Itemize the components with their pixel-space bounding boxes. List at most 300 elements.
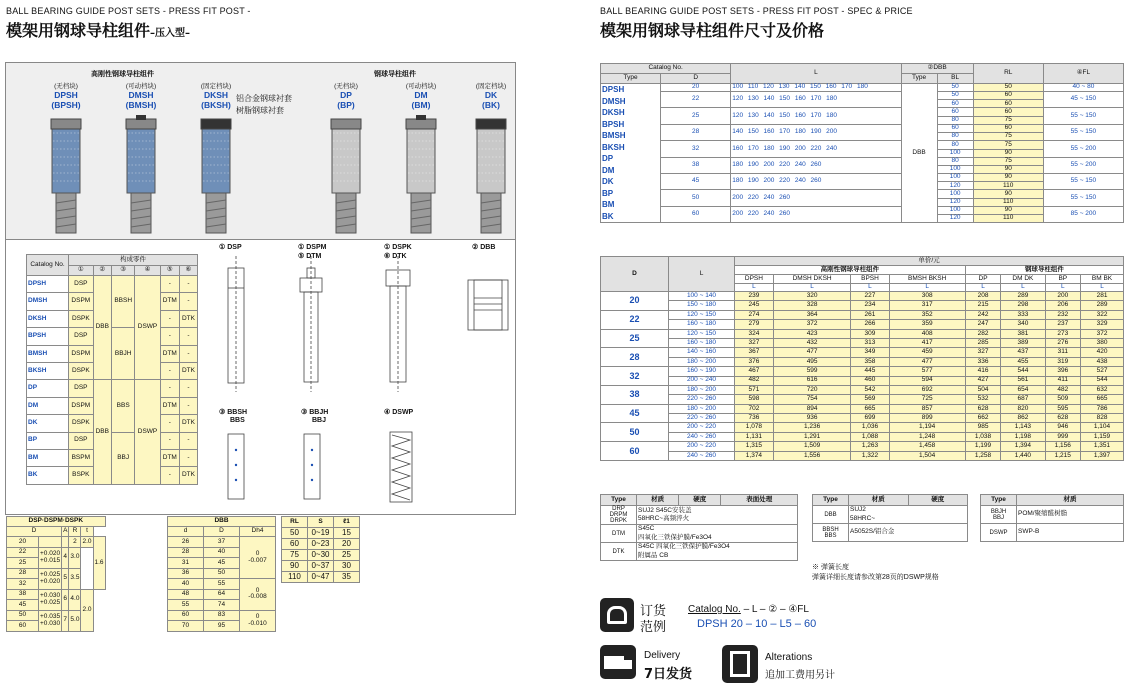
table-cell: 1,315 xyxy=(735,442,774,451)
label-bbs: BBS xyxy=(230,417,245,424)
product-code-alt: (BMSH) xyxy=(125,100,157,110)
table-cell: 2 xyxy=(69,537,81,548)
table-cell: 313 xyxy=(851,338,889,347)
table-cell: RL xyxy=(282,517,308,528)
table-cell: 234 xyxy=(851,301,889,310)
table-cell: DM DK xyxy=(1001,275,1045,284)
table-row xyxy=(601,310,1124,319)
table-cell: 25 xyxy=(334,550,360,561)
table-cell: 495 xyxy=(773,357,851,366)
table-cell: 22 xyxy=(7,547,39,558)
table-cell: 180 ~ 200 xyxy=(669,357,735,366)
table-cell: 736 xyxy=(735,414,774,423)
table-row xyxy=(601,423,1124,432)
table-cell: 70 xyxy=(168,621,204,632)
table-cell: 100 ~ 140 xyxy=(669,292,735,301)
table-cell: 4.0 xyxy=(69,589,81,610)
table-cell: 857 xyxy=(889,404,965,413)
table-cell: 60 xyxy=(937,108,973,116)
table-cell: DMSH xyxy=(27,293,69,310)
product-code-alt: (BP) xyxy=(337,100,355,110)
table-cell: DSPK xyxy=(69,310,94,327)
table-cell: BPSH xyxy=(27,328,69,345)
table-cell: DTM xyxy=(160,293,179,310)
table-cell: 687 xyxy=(1001,395,1045,404)
table-cell: 599 xyxy=(773,367,851,376)
table-cell: 396 xyxy=(1045,367,1081,376)
table-cell: 237 xyxy=(1045,320,1081,329)
product-code: DK xyxy=(484,90,498,100)
table-cell: 665 xyxy=(1081,395,1124,404)
table-row xyxy=(601,404,1124,413)
table-cell: SUJ2 58HRC~ xyxy=(849,506,968,524)
table-cell: 55 ~ 200 xyxy=(1043,141,1123,157)
table-row xyxy=(601,395,1124,404)
table-cell: 289 xyxy=(1001,292,1045,301)
table-cell: 1.6 xyxy=(93,537,105,590)
table-cell: ④FL xyxy=(1043,64,1123,84)
table-cell: 0~19 xyxy=(308,528,334,539)
table-cell: - xyxy=(160,362,179,379)
table-cell: 55 xyxy=(204,579,240,590)
table-cell xyxy=(39,537,62,548)
table-cell: D xyxy=(204,527,240,537)
spring-note-1: ※ 弹簧长度 xyxy=(812,564,849,571)
table-cell: SUJ2 S45C安装盖 58HRC~高频淬火 xyxy=(637,506,798,525)
table-cell: 460 xyxy=(851,376,889,385)
dsp-spec-table xyxy=(6,516,106,632)
table-cell: 100 xyxy=(937,149,973,157)
table-row xyxy=(168,610,276,621)
table-cell: 160 170 180 190 200 220 240 xyxy=(731,141,901,157)
alterations-icon xyxy=(722,645,758,683)
table-cell: 504 xyxy=(965,385,1001,394)
table-cell: 28 xyxy=(661,124,731,140)
table-cell: 320 xyxy=(773,292,851,301)
table-cell: BMSH BKSH xyxy=(889,275,965,284)
table-cell: 828 xyxy=(1081,414,1124,423)
table-cell: 硬度 xyxy=(908,495,968,506)
table-cell: 180 190 200 220 240 260 xyxy=(731,173,901,189)
table-cell: 32 xyxy=(661,141,731,157)
table-cell: 215 xyxy=(965,301,1001,310)
table-cell: 894 xyxy=(773,404,851,413)
table-row xyxy=(601,414,1124,423)
table-cell: 946 xyxy=(1045,423,1081,432)
table-cell: 594 xyxy=(889,376,965,385)
price-table xyxy=(600,256,1124,461)
table-cell: ⑤ xyxy=(160,266,179,276)
table-cell: DBB xyxy=(93,276,111,380)
table-cell: BBJH xyxy=(112,328,135,380)
table-cell: 25 xyxy=(7,558,39,569)
table-cell: 20 xyxy=(661,84,731,92)
table-cell: 60 xyxy=(601,442,669,461)
bush-note-2: 树脂钢球衬套 xyxy=(236,106,284,115)
table-cell: R xyxy=(69,527,81,537)
table-cell: - xyxy=(160,415,179,432)
table-row xyxy=(601,367,1124,376)
order-catalog: Catalog No. – L – ② – ④FL xyxy=(688,604,809,615)
table-cell: 372 xyxy=(773,320,851,329)
table-cell: DTM xyxy=(160,345,179,362)
table-cell: 180 ~ 200 xyxy=(669,385,735,394)
group1-label: 高刚性钢球导柱组件 xyxy=(91,71,154,78)
table-row xyxy=(27,432,198,449)
table-cell: ℓ1 xyxy=(334,517,360,528)
table-cell: 100 xyxy=(937,190,973,198)
table-cell: DTK xyxy=(179,415,197,432)
table-cell: DPSH xyxy=(27,276,69,293)
product-5 xyxy=(461,81,521,110)
table-cell: 45 ~ 150 xyxy=(1043,92,1123,108)
table-cell: 654 xyxy=(1001,385,1045,394)
table-cell: 308 xyxy=(889,292,965,301)
table-cell: DRP DRPM DRPK xyxy=(601,506,637,525)
table-cell: 358 xyxy=(851,357,889,366)
table-cell: 160 ~ 190 xyxy=(669,367,735,376)
table-cell: 1,078 xyxy=(735,423,774,432)
table-cell: Type xyxy=(601,495,637,506)
table-cell: 120 130 140 150 160 170 180 xyxy=(731,92,901,108)
table-cell: 90 xyxy=(973,190,1043,198)
table-cell: 110 xyxy=(973,182,1043,190)
table-row xyxy=(7,568,106,579)
table-cell: DBB xyxy=(93,380,111,484)
table-cell: 1,131 xyxy=(735,432,774,441)
table-cell: 1,194 xyxy=(889,423,965,432)
table-cell: 1,322 xyxy=(851,451,889,460)
product-code: DM xyxy=(414,90,428,100)
table-row xyxy=(168,517,276,527)
table-cell: 437 xyxy=(1001,348,1045,357)
table-cell: 22 xyxy=(661,92,731,108)
table-cell: BM xyxy=(27,449,69,466)
table-cell: 15 xyxy=(334,528,360,539)
right-title-cn: 模架用钢球导柱组件尺寸及价格 xyxy=(600,21,825,40)
table-cell: 459 xyxy=(889,348,965,357)
table-cell: 60 xyxy=(973,92,1043,100)
table-cell: 1,509 xyxy=(773,442,851,451)
table-cell: 60 xyxy=(7,621,39,632)
order-example: DPSH 20 – 10 – L5 – 60 xyxy=(697,618,817,630)
table-cell: 352 xyxy=(889,310,965,319)
table-cell: 38 xyxy=(601,385,669,404)
table-cell: 钢球导柱组件 xyxy=(965,266,1123,275)
alterations-cn: 追加工费用另计 xyxy=(765,670,835,681)
table-cell: 85 ~ 200 xyxy=(1043,206,1123,222)
rsl-spec-block xyxy=(281,516,360,583)
table-cell: 423 xyxy=(773,329,851,338)
table-cell: 120 xyxy=(937,215,973,223)
table-cell: POM/聚缩醛树脂 xyxy=(1017,506,1124,524)
table-cell: 820 xyxy=(1001,404,1045,413)
table-cell: L xyxy=(889,284,965,292)
table-cell: 80 xyxy=(937,157,973,165)
table-cell: 632 xyxy=(1081,385,1124,394)
table-cell: 0 -0.007 xyxy=(240,537,276,579)
table-cell: 37 xyxy=(204,537,240,548)
part-drawings xyxy=(206,240,516,515)
table-row xyxy=(601,525,798,543)
table-cell: 720 xyxy=(773,385,851,394)
table-cell: 40 ~ 80 xyxy=(1043,84,1123,92)
table-row xyxy=(601,92,1124,100)
table-cell: L xyxy=(1081,284,1124,292)
table-cell: 329 xyxy=(1081,320,1124,329)
table-cell: 48 xyxy=(168,589,204,600)
left-title-cn: 模架用钢球导柱组件–压入型– xyxy=(6,21,191,40)
table-cell: - xyxy=(160,328,179,345)
table-cell: 220 ~ 260 xyxy=(669,395,735,404)
table-cell: 0~37 xyxy=(308,561,334,572)
table-cell: 160 ~ 180 xyxy=(669,320,735,329)
table-cell: 1,440 xyxy=(1001,451,1045,460)
table-cell: 75 xyxy=(282,550,308,561)
table-cell: DBB xyxy=(813,506,849,524)
table-row xyxy=(7,527,106,537)
table-cell: 389 xyxy=(1001,338,1045,347)
table-cell: 55 xyxy=(168,600,204,611)
table-cell: 120 ~ 150 xyxy=(669,329,735,338)
product-note: (无档块) xyxy=(334,83,358,90)
table-cell: Type xyxy=(601,74,661,84)
table-cell: 527 xyxy=(1081,367,1124,376)
table-cell: 1,291 xyxy=(773,432,851,441)
product-code-alt: (BPSH) xyxy=(51,100,81,110)
table-cell: +0.030 +0.025 xyxy=(39,589,62,610)
table-row xyxy=(981,506,1124,524)
table-cell: 261 xyxy=(851,310,889,319)
table-cell: 60 xyxy=(973,124,1043,132)
table-cell: - xyxy=(179,449,197,466)
table-cell: DSWP xyxy=(981,524,1017,542)
table-cell: 50 xyxy=(973,84,1043,92)
product-code: DP xyxy=(340,90,352,100)
table-cell: 32 xyxy=(7,579,39,590)
table-cell: 417 xyxy=(889,338,965,347)
table-cell: S45C 四氧化三铁保护膜/Fe3O4 xyxy=(637,525,798,543)
table-cell: 硬度 xyxy=(679,495,721,506)
spring-note-2: 弹簧详细长度请参改第28页的DSWP规格 xyxy=(812,574,939,581)
table-cell: 702 xyxy=(735,404,774,413)
table-cell: +0.025 +0.020 xyxy=(39,568,62,589)
table-cell: ②DBB xyxy=(901,64,973,74)
group2-label: 钢球导柱组件 xyxy=(374,71,416,78)
product-code-alt: (BM) xyxy=(411,100,431,110)
table-row xyxy=(601,506,798,525)
table-cell: D xyxy=(601,257,669,292)
table-cell: L xyxy=(773,284,851,292)
table-cell: 628 xyxy=(1045,414,1081,423)
table-cell: 110 xyxy=(973,198,1043,206)
guide-post-image xyxy=(191,115,241,235)
table-cell: 0~30 xyxy=(308,550,334,561)
table-cell: 75 xyxy=(973,116,1043,124)
product-code: DPSH xyxy=(54,90,78,100)
table-cell: BBS xyxy=(112,380,135,432)
table-cell: 372 xyxy=(1081,329,1124,338)
table-cell: 0~47 xyxy=(308,572,334,583)
product-note: (无档块) xyxy=(54,83,78,90)
table-cell: 317 xyxy=(889,301,965,310)
table-cell: 60 xyxy=(973,100,1043,108)
table-cell: 55 ~ 150 xyxy=(1043,124,1123,140)
table-cell: - xyxy=(179,328,197,345)
table-cell: BL xyxy=(937,74,973,84)
table-cell: 50 xyxy=(937,92,973,100)
table-cell: 542 xyxy=(851,385,889,394)
table-cell: 60 xyxy=(168,610,204,621)
table-cell: +0.035 +0.030 xyxy=(39,610,62,631)
table-row xyxy=(601,206,1124,214)
table-cell: 247 xyxy=(965,320,1001,329)
table-cell: 80 xyxy=(937,116,973,124)
table-row xyxy=(282,517,360,528)
table-cell: 319 xyxy=(1045,357,1081,366)
spec-table xyxy=(600,63,1124,223)
table-cell: 74 xyxy=(204,600,240,611)
table-cell: DTK xyxy=(179,467,197,484)
table-cell: 327 xyxy=(735,338,774,347)
table-cell: SWP-B xyxy=(1017,524,1124,542)
table-cell: 45 xyxy=(601,404,669,423)
table-cell: 90 xyxy=(973,165,1043,173)
table-cell: 75 xyxy=(973,133,1043,141)
table-cell: 274 xyxy=(735,310,774,319)
table-cell: 50 xyxy=(204,568,240,579)
table-cell: 30 xyxy=(334,561,360,572)
table-cell: 364 xyxy=(773,310,851,319)
table-cell: BKSH xyxy=(27,362,69,379)
table-row xyxy=(7,517,106,527)
table-cell: 28 xyxy=(7,568,39,579)
table-row xyxy=(601,64,1124,74)
table-cell: 200 220 240 260 xyxy=(731,190,901,206)
table-cell: 380 xyxy=(1081,338,1124,347)
table-cell: 180 ~ 200 xyxy=(669,404,735,413)
table-cell: 298 xyxy=(1001,301,1045,310)
table-row xyxy=(981,495,1124,506)
table-cell: 1,258 xyxy=(965,451,1001,460)
table-cell: DSPK xyxy=(69,415,94,432)
table-cell: DMSH DKSH xyxy=(773,275,851,284)
right-title-en: BALL BEARING GUIDE POST SETS - PRESS FIT POST - SPEC & PRICE xyxy=(600,6,913,16)
table-cell: DTM xyxy=(601,525,637,543)
table-cell: 55 ~ 200 xyxy=(1043,157,1123,173)
table-cell: 40 xyxy=(168,579,204,590)
table-cell: DSP xyxy=(69,276,94,293)
product-2 xyxy=(186,81,246,110)
table-cell: 309 xyxy=(851,329,889,338)
table-cell: 200 220 240 260 xyxy=(731,206,901,222)
table-cell: 22 xyxy=(601,310,669,329)
table-cell: ④ xyxy=(135,266,160,276)
table-cell: DSWP xyxy=(135,276,160,380)
table-cell: 532 xyxy=(965,395,1001,404)
guide-post-image xyxy=(321,115,371,235)
table-cell: 438 xyxy=(1081,357,1124,366)
table-cell: 60 xyxy=(973,108,1043,116)
table-cell: 571 xyxy=(735,385,774,394)
guide-post-image xyxy=(41,115,91,235)
table-row xyxy=(27,380,198,397)
table-row xyxy=(7,547,106,558)
table-row xyxy=(601,543,798,561)
table-cell: DTM xyxy=(160,449,179,466)
table-row xyxy=(601,141,1124,149)
table-row xyxy=(282,561,360,572)
table-cell: 276 xyxy=(1045,338,1081,347)
table-cell: 50 xyxy=(601,423,669,442)
table-cell: 100 xyxy=(937,173,973,181)
table-cell: Type xyxy=(813,495,849,506)
table-cell: 1,088 xyxy=(851,432,889,441)
table-cell: 50 xyxy=(661,190,731,206)
table-cell: 7 xyxy=(62,610,69,631)
components-panel xyxy=(5,240,516,515)
table-cell: 240 ~ 260 xyxy=(669,432,735,441)
table-cell: 482 xyxy=(735,376,774,385)
table-cell: 1,397 xyxy=(1081,451,1124,460)
table-cell: 120 ~ 150 xyxy=(669,310,735,319)
table-cell: DPSH xyxy=(735,275,774,284)
table-cell: S45C 四氧化三铁保护膜/Fe3O4 附属品 CB xyxy=(637,543,798,561)
material-table-2 xyxy=(812,494,968,542)
bush-note-1: 铝合金钢球衬套 xyxy=(236,94,292,103)
table-cell: 0 -0.008 xyxy=(240,579,276,611)
table-cell: 432 xyxy=(773,338,851,347)
label-bbsh: ③ BBSH xyxy=(219,409,248,416)
table-cell: DSPM xyxy=(69,397,94,414)
table-cell: 150 ~ 180 xyxy=(669,301,735,310)
table-cell: 862 xyxy=(1001,414,1045,423)
table-cell: 160 ~ 180 xyxy=(669,338,735,347)
table-cell: DBB xyxy=(901,84,937,223)
table-cell: - xyxy=(160,310,179,327)
table-cell: 100 110 120 130 140 150 160 170 180 xyxy=(731,84,901,92)
table-cell: 200 ~ 240 xyxy=(669,376,735,385)
table-cell: D xyxy=(661,74,731,84)
table-cell: 55 ~ 150 xyxy=(1043,173,1123,189)
order-cn-1: 订货 xyxy=(640,604,667,619)
table-cell: 64 xyxy=(204,589,240,600)
table-cell: 1,159 xyxy=(1081,432,1124,441)
table-cell: BP xyxy=(1045,275,1081,284)
table-cell: 3.5 xyxy=(69,568,81,589)
table-cell: ① xyxy=(69,266,94,276)
table-row xyxy=(601,432,1124,441)
table-cell: 38 xyxy=(7,589,39,600)
table-cell: 1,156 xyxy=(1045,442,1081,451)
table-cell: 180 190 200 220 240 260 xyxy=(731,157,901,173)
table-cell: 3.0 xyxy=(69,547,81,568)
table-row xyxy=(168,537,276,548)
table-cell: DM xyxy=(27,397,69,414)
table-cell: DP xyxy=(965,275,1001,284)
table-cell: BBJ xyxy=(112,432,135,484)
table-cell: 55 ~ 150 xyxy=(1043,190,1123,206)
table-row xyxy=(7,589,106,600)
table-cell: 20 xyxy=(334,539,360,550)
table-cell: 200 ~ 220 xyxy=(669,423,735,432)
table-cell: D xyxy=(7,527,62,537)
table-cell: DTK xyxy=(601,543,637,561)
table-cell: 227 xyxy=(851,292,889,301)
table-cell: 1,504 xyxy=(889,451,965,460)
table-cell: 1,248 xyxy=(889,432,965,441)
table-cell: 455 xyxy=(1001,357,1045,366)
